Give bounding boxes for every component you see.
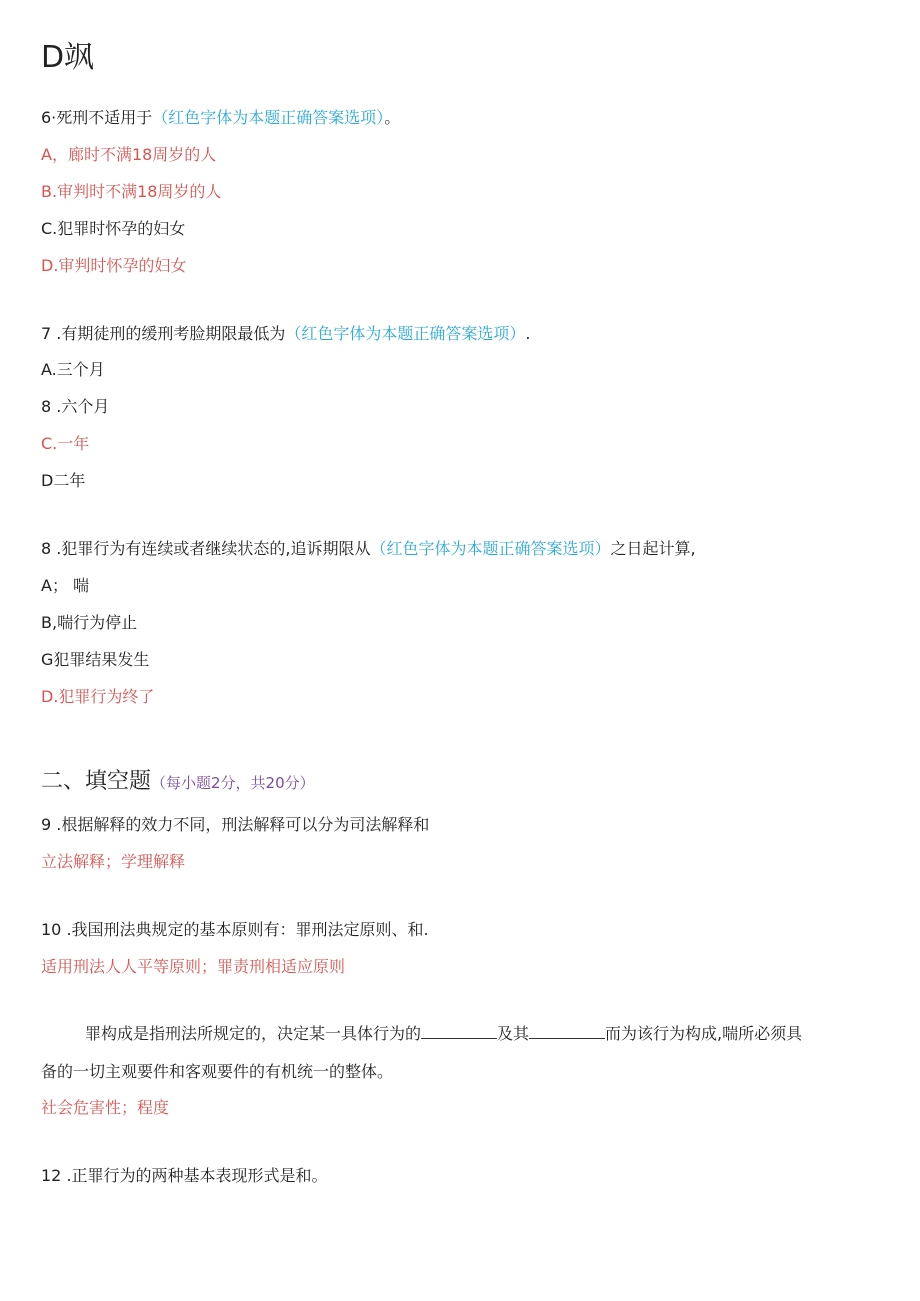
question-10-answer: 适用刑法人人平等原则；罪责刑相适应原则	[41, 957, 346, 976]
question-11-paragraph	[41, 1015, 841, 1091]
question-11-line-2: 备的一切主观要件和客观要件的有机统一的整体。	[41, 1062, 394, 1081]
question-6-stem: 6·死刑不适用于	[41, 108, 153, 127]
question-12-stem: 12 .正罪行为的两种基本表现形式是和。	[41, 1166, 328, 1185]
question-11-blank-1	[421, 1024, 497, 1039]
question-11-blank-2	[529, 1024, 605, 1039]
question-8-hint: （红色字体为本题正确答案选项）	[370, 539, 611, 558]
question-6	[41, 107, 400, 129]
question-8-option-b: B,喘行为停止	[41, 613, 138, 632]
question-6-hint: （红色字体为本题正确答案选项）	[152, 108, 385, 127]
question-7-option-a: A.三个月	[41, 360, 105, 379]
question-7-end: .	[525, 324, 531, 343]
question-7-option-b: 8 .六个月	[41, 397, 110, 416]
question-6-option-c: C.犯罪时怀孕的妇女	[41, 219, 186, 238]
question-7-hint: （红色字体为本题正确答案选项）	[285, 324, 526, 343]
question-8-stem: 8 .犯罪行为有连续或者继续状态的,追诉期限从	[41, 539, 371, 558]
question-7-option-c: C.一年	[41, 434, 90, 453]
question-9-answer: 立法解释；学理解释	[41, 852, 186, 871]
question-9-stem: 9 .根据解释的效力不同，刑法解释可以分为司法解释和	[41, 815, 430, 834]
question-7-option-d: D二年	[41, 471, 86, 490]
question-6-option-a: A，廊时不满18周岁的人	[41, 145, 217, 164]
question-6-option-d: D.审判时怀孕的妇女	[41, 256, 187, 275]
question-7	[41, 323, 530, 345]
question-8-option-c: G犯罪结果发生	[41, 650, 150, 669]
section-heading	[41, 767, 315, 798]
question-7-stem: 7 .有期徒刑的缓刑考脸期限最低为	[41, 324, 286, 343]
question-11-part-1: 罪构成是指刑法所规定的，决定某一具体行为的	[85, 1024, 422, 1043]
question-8-option-a: A； 喘	[41, 576, 90, 595]
question-8-end: 之日起计算,	[610, 539, 696, 558]
question-11-line-1	[41, 1015, 841, 1053]
question-11-part-3: 而为该行为构成,喘所必须具	[605, 1024, 803, 1043]
question-11-part-2: 及其	[497, 1024, 530, 1043]
page-header: D飒	[41, 40, 95, 75]
section-note: （每小题2分，共20分）	[151, 774, 315, 792]
question-8	[41, 538, 696, 560]
question-6-option-b: B.审判时不满18周岁的人	[41, 182, 222, 201]
question-11-answer: 社会危害性；程度	[41, 1098, 170, 1117]
question-6-end: 。	[384, 108, 401, 127]
question-8-option-d: D.犯罪行为终了	[41, 687, 155, 706]
section-title: 二、填空题	[41, 769, 152, 794]
question-10-stem: 10 .我国刑法典规定的基本原则有：罪刑法定原则、和.	[41, 920, 429, 939]
